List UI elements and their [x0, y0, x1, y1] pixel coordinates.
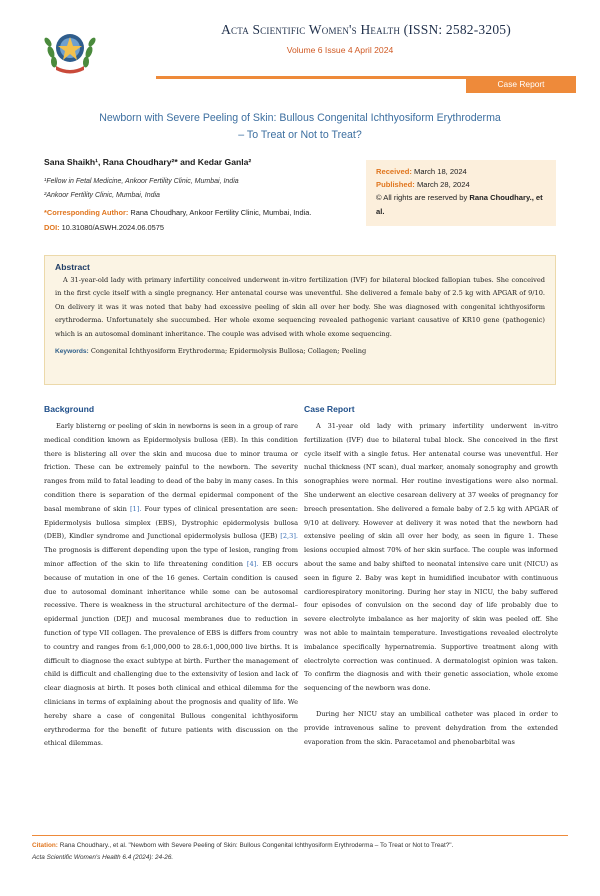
background-text-d: EB occurs because of mutation in one of the 16 genes. Certain condition is caused due to autosomal dominant inheritance while some can be autosomal recessive. There is weakness in the structural architecture of the dermal–epidermal junction (DEJ) and mucosal membranes due to reduction in function of type VII collagen. The prevalence of EBS is differs from country to country and ranges from 6:1,000,000 to 28.6:1,000,000 live births. It is difficult to diagnose the exact subtype at birth. Further the management of child is difficult and challenging due to the extensivity of lesion and lack of clear diagnosis at birth. It poses both clinical and ethical dilemma for the clinicians in terms of explaining about the prognosis and quality of life. We hereby share a case of congenital Bullous congenital ichthyosiform erythroderma for the benefit of future patients with discussion on the ethical dilemmas.	[44, 559, 298, 748]
citation-journal: Acta Scientific Women's Health 6.4 (2024): 24-26.	[32, 854, 174, 861]
article-title	[70, 110, 530, 143]
background-text-c: The prognosis is different depending upon the type of lesion, ranging from minor affection of the skin to life threatening condition	[44, 546, 298, 568]
background-text-a: Early blisterng or peeling of skin in newborns is seen in a group of rare medical condition known as Epidermolysis bullosa (EB). In this condition there is blistering all over the skin and mucosa due to minor trauma or friction. These can be extremely painful to the newborn. The severity ranges from mild to fatal leading to dead of the baby in many cases. In this condition there is separation of the dermal epidermal component of the basal membrane of skin	[44, 422, 298, 513]
corresponding-label: *Corresponding Author:	[44, 208, 129, 217]
background-column	[44, 420, 298, 751]
case-report-paragraph-1: A 31-year old lady with primary infertility underwent in-vitro fertilization (IVF) due to bilateral tubal block. She conceived in the first cycle itself with a single fetus. Her antenatal course was uneventful. Her nuchal thickness (NT scan), dual marker, anomaly sonography and growth sonographies were normal. Her routine investigations were also normal. She underwent an elective cesarean delivery at 37 weeks of pregnancy for breech presentation. She delivered a female baby of 2.5 kg with APGAR of 9/10 at delivery. However at delivery it was noted that the newborn had extensive peeling of skin all over her body, as seen in figure 1. These lesions occupied almost 70% of her skin surface. The couple was informed about the same and baby shifted to neonatal intensive care unit (NICU) as seen in figure 2. Baby was kept in humidified incubator with continuous cardiorespiratory monitoring. During her stay in NICU, the baby suffered four episodes of convulsion on the second day of life probably due to severe electrolyte imbalance as her majority of skin was peeled off. She was not able to maintain temperature. Investigations revealed electrolyte imbalance specifically hypernatremia. Supportive treatment along with electrolyte correction was continued. A dermatologist opinion was taken. To confirm the diagnosis and with their genetic association, whole exome sequencing of the newborn was done.	[304, 422, 558, 693]
abstract-heading: Abstract	[55, 262, 90, 272]
reference-link[interactable]: [4].	[246, 559, 259, 568]
doi-value[interactable]: 10.31080/ASWH.2024.06.0575	[61, 223, 164, 232]
published-date	[376, 178, 546, 191]
keywords-label: Keywords:	[55, 348, 89, 356]
citation-text: Rana Choudhary., et al. "Newborn with Severe Peeling of Skin: Bullous Congenital Ichthyosiform Erythroderma – To Treat or Not to Treat?".	[59, 842, 454, 849]
doi-label: DOI:	[44, 223, 60, 232]
case-report-column	[304, 420, 558, 749]
abstract-box	[44, 255, 556, 385]
case-report-paragraph-2: During her NICU stay an umbilical catheter was placed in order to provide intravenous saline to prevent dehydration from the extended evaporation from the skin. Paracetamol and phenobarbital was	[304, 709, 558, 746]
published-label: Published:	[376, 180, 415, 190]
keywords	[55, 345, 545, 358]
corresponding-text: Rana Choudhary, Ankoor Fertility Clinic, Mumbai, India.	[130, 208, 312, 217]
journal-title: Acta Scientific Women's Health (ISSN: 2582-3205)	[221, 22, 511, 37]
background-paragraph	[44, 420, 298, 751]
case-report-heading: Case Report	[304, 404, 355, 414]
rights-prefix: © All rights are reserved by	[376, 193, 468, 203]
article-title-line-2: – To Treat or Not to Treat?	[238, 128, 362, 141]
received-label: Received:	[376, 167, 412, 176]
affiliation-2: ²Ankoor Fertility Clinic, Mumbai, India	[44, 192, 160, 199]
received-date	[376, 165, 546, 178]
received-value: March 18, 2024	[414, 167, 467, 176]
background-heading: Background	[44, 404, 95, 414]
volume-issue: Volume 6 Issue 4 April 2024	[286, 45, 394, 55]
rights-holder: Rana Choudhary., et al.	[376, 193, 543, 216]
doi	[44, 223, 164, 232]
footer-rule	[32, 835, 568, 836]
affiliation-1: ¹Fellow in Fetal Medicine, Ankoor Fertility Clinic, Mumbai, India	[44, 178, 239, 185]
reference-link[interactable]: [1].	[129, 504, 142, 513]
rights-notice	[376, 191, 546, 217]
published-value: March 28, 2024	[416, 180, 470, 190]
article-type-badge: Case Report	[466, 76, 576, 93]
citation-label: Citation:	[32, 842, 58, 849]
citation-footer	[32, 840, 568, 864]
authors: Sana Shaikh¹, Rana Choudhary²* and Kedar Ganla²	[44, 157, 252, 167]
keywords-text: Congenital Ichthyosiform Erythroderma; Epidermolysis Bullosa; Collagen; Peeling	[90, 347, 367, 356]
journal-logo	[42, 22, 98, 76]
dates-box	[366, 160, 556, 226]
background-text-b: Four types of clinical presentation are seen: Epidermolysis bullosa simplex (EBS), Dystrophic epidermolysis bullosa (DEB), Kindler syndrome and Junctional epidermolysis bullosa (JEB)	[44, 504, 298, 541]
abstract-text: A 31-year-old lady with primary infertility conceived underwent in-vitro fertilization (IVF) for bilateral blocked fallopian tubes. She conceived in the first cycle itself with a single pregnancy. Her antenatal course was uneventful. She delivered a female baby of 2.5 kg with APGAR of 9/10. On delivery it was it was noted that baby had excessive peeling of skin all over her body. She was diagnosed with congenital ichthyosiform erythroderma. Unfortunately she succumbed. Her whole exome sequencing revealed pathogenic variant causative of KR10 gene (pathogenic) which is an autosomal dominant inheritance. The couple was advised with whole exome sequencing.	[55, 276, 545, 338]
article-title-line-1: Newborn with Severe Peeling of Skin: Bullous Congenital Ichthyosiform Erythroderma	[99, 112, 501, 124]
corresponding-author	[44, 208, 311, 217]
reference-link[interactable]: [2,3].	[280, 532, 298, 541]
